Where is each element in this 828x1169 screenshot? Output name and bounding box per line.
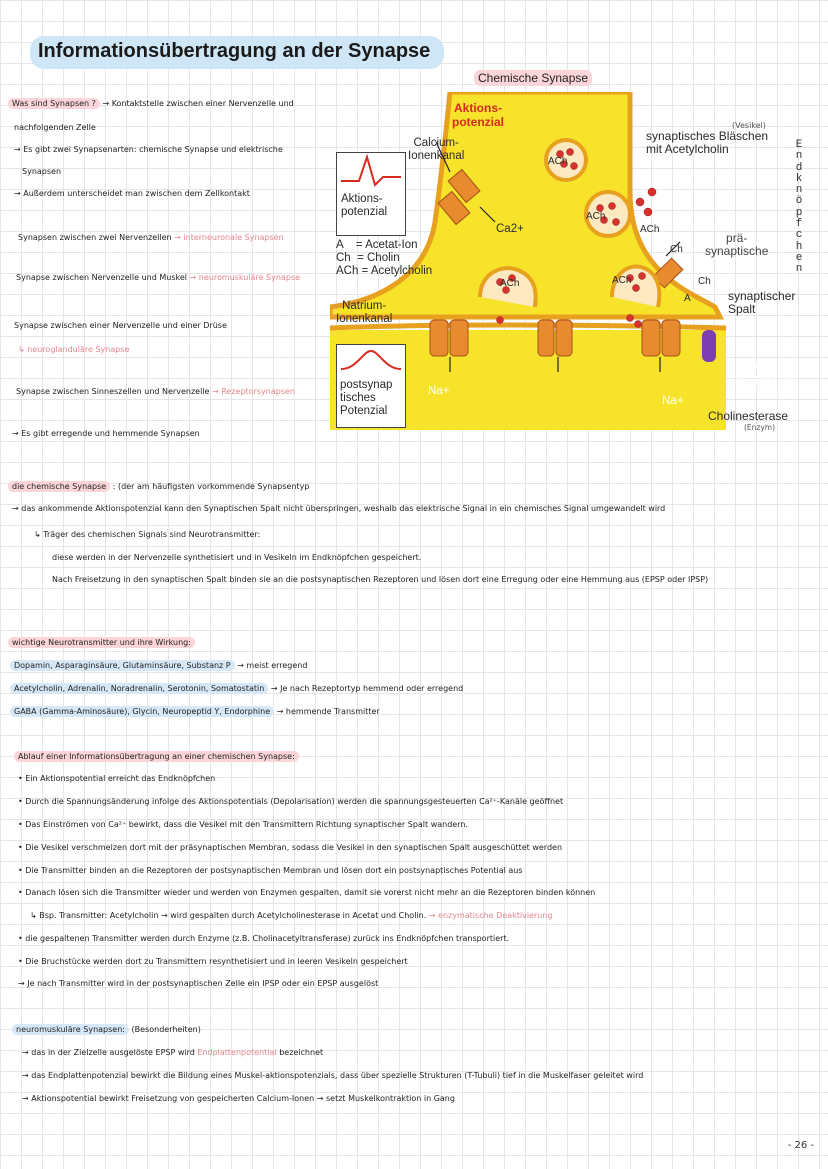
legend bbox=[336, 239, 432, 278]
neuro-l1a: → das in der Zielzelle ausgelöste EPSP wird bbox=[22, 1048, 195, 1057]
chem-l4: Nach Freisetzung in den synaptischen Spalt binden sie an die postsynaptischen Rezeptoren und lösen dort eine Erregung oder eine Hemmung aus (EPSP oder IPSP) bbox=[52, 575, 709, 584]
ablauf-s7 bbox=[30, 911, 553, 921]
t1b: → interneuronale Synapsen bbox=[174, 233, 284, 242]
a-label: A bbox=[684, 293, 691, 304]
ablauf-s6: • Danach lösen sich die Transmitter wieder und werden von Enzymen gespalten, damit sie vorerst nicht mehr an die Rezeptoren binden können bbox=[18, 888, 596, 897]
nt-r3a: GABA (Gamma-Aminosäure), Glycin, Neuropeptid Y, Endorphine bbox=[10, 706, 274, 717]
synaptischer-spalt-label: synaptischer Spalt bbox=[728, 289, 796, 316]
ap-curve-icon bbox=[337, 153, 405, 189]
ablauf-s2: • Durch die Spannungsänderung infolge des Aktionspotentials (Depolarisation) werden die spannungsgesteuerten Ca²⁺-Kanäle geöffnet bbox=[18, 797, 564, 806]
ablauf-s4: • Die Vesikel verschmelzen dort mit der präsynaptischen Membran, sodass die Vesikel in den synaptischen Spalt ausgeschüttet werden bbox=[18, 843, 563, 852]
calcium-channel-label: Calcium- Ionenkanal bbox=[408, 137, 465, 162]
chem-head-rest: : (der am häufigsten vorkommende Synapsentyp bbox=[112, 482, 310, 491]
legend-ch: Ch = Cholin bbox=[336, 252, 400, 264]
endknoepfchen-label: Endknöpfchen bbox=[795, 139, 803, 276]
nt-r2b: → Je nach Rezeptortyp hemmend oder erregend bbox=[270, 684, 464, 693]
vesicle-label: synaptisches Bläschen mit Acetylcholin bbox=[646, 129, 769, 156]
ach-label-1: ACh bbox=[548, 156, 568, 167]
ach-label-4: ACh bbox=[500, 278, 520, 289]
neuro-l1 bbox=[22, 1048, 323, 1058]
ch-label-1: Ch bbox=[670, 244, 683, 255]
diagram-heading: Chemische Synapse bbox=[474, 70, 592, 86]
q1-text: Was sind Synapsen ? bbox=[8, 98, 100, 109]
ablauf-head: Ablauf einer Informationsübertragung an einer chemischen Synapse: bbox=[14, 751, 299, 762]
nt-row-3 bbox=[10, 707, 380, 717]
psp-curve-icon bbox=[337, 345, 405, 375]
ablauf-s8: • die gespaltenen Transmitter werden durch Enzyme (z.B. Cholinacetyltransferase) zurück ins Endknöpfchen transportiert. bbox=[18, 934, 510, 943]
t1a: Synapsen zwischen zwei Nervenzellen bbox=[18, 233, 172, 242]
ablauf-s7a: ↳ Bsp. Transmitter: Acetylcholin → wird gespalten durch Acetylcholinesterase in Acetat und Cholin. bbox=[30, 911, 427, 920]
postsynaptische-membran-label: post- synaptische Membran bbox=[730, 359, 794, 399]
chem-head: die chemische Synapse bbox=[8, 481, 110, 492]
neuro-head-row bbox=[12, 1025, 201, 1035]
type-1 bbox=[18, 233, 284, 243]
neuro-l3: → Aktionspotential bewirkt Freisetzung von gespeicherten Calcium-Ionen → setzt Muskelkontraktion in Gang bbox=[22, 1094, 455, 1103]
chem-l2: ↳ Träger des chemischen Signals sind Neurotransmitter: bbox=[34, 530, 261, 539]
ach-label-5: ACh bbox=[612, 275, 632, 286]
aktionspotenzial-red: Aktions- potenzial bbox=[452, 101, 505, 129]
ablauf-s10: → Je nach Transmitter wird in der postsynaptischen Zelle ein IPSP oder ein EPSP ausgelöst bbox=[18, 979, 379, 988]
ach-label-3: ACh bbox=[640, 224, 660, 235]
t4b: → Rezeptorsynapsen bbox=[211, 387, 295, 396]
page-title: Informationsübertragung an der Synapse bbox=[30, 36, 444, 69]
cholinesterase-label: Cholinesterase bbox=[708, 409, 789, 423]
page-number: - 26 - bbox=[787, 1140, 814, 1151]
ablauf-s7b: → enzymatische Deaktivierung bbox=[428, 911, 553, 920]
neuro-l1c: bezeichnet bbox=[279, 1048, 324, 1057]
nt-r3b: → hemmende Transmitter bbox=[276, 707, 380, 716]
ablauf-s5: • Die Transmitter binden an die Rezeptoren der postsynaptischen Membran und lösen dort ein postsynaptisches Potential aus bbox=[18, 866, 523, 875]
a2b: Synapsen bbox=[22, 167, 62, 176]
praesynaptische-label: prä- synaptische bbox=[705, 231, 769, 258]
na-label-1: Na+ bbox=[428, 385, 450, 397]
t2b: → neuromuskuläre Synapse bbox=[189, 273, 300, 282]
nt-r1a: Dopamin, Asparaginsäure, Glutaminsäure, Substanz P bbox=[10, 660, 235, 671]
neuro-l1b: Endplattenpotential bbox=[197, 1048, 277, 1057]
cholinesterase-enzyme bbox=[702, 330, 716, 362]
neuro-l2: → das Endplattenpotenzial bewirkt die Bildung eines Muskel-aktionspotenzials, dass über spezielle Strukturen (T-Tubuli) tief in die Muskelfaser geleitet wird bbox=[22, 1071, 644, 1080]
nt-row-1 bbox=[10, 661, 307, 671]
nt-row-2 bbox=[10, 684, 463, 694]
neuro-head: neuromuskuläre Synapsen: bbox=[12, 1024, 129, 1035]
psp-box bbox=[336, 344, 406, 428]
legend-ach: ACh = Acetylcholin bbox=[336, 265, 433, 277]
ach-label-2: ACh bbox=[586, 211, 606, 222]
natrium-label: Natrium- Ionenkanal bbox=[336, 300, 393, 325]
neuro-head-rest: (Besonderheiten) bbox=[131, 1025, 201, 1034]
chem-l1: → das ankommende Aktionspotenzial kann den Synaptischen Spalt nicht überspringen, weshalb das elektrische Signal in ein chemisches Signal umgewandelt wird bbox=[12, 504, 666, 513]
vesikel-note: (Vesikel) bbox=[732, 121, 766, 130]
chem-l3: diese werden in der Nervenzelle synthetisiert und in Vesikeln im Endknöpfchen gespeichert. bbox=[52, 553, 422, 562]
nt-head-row bbox=[8, 638, 195, 648]
question-synapsen bbox=[8, 99, 294, 109]
t5: → Es gibt erregende und hemmende Synapsen bbox=[12, 429, 200, 438]
a2a: → Es gibt zwei Synapsenarten: chemische Synapse und elektrische bbox=[14, 145, 283, 154]
nt-r1b: → meist erregend bbox=[237, 661, 308, 670]
chem-head-row bbox=[8, 482, 309, 492]
enzym-note: (Enzym) bbox=[744, 423, 776, 432]
a1a-text: → Kontaktstelle zwischen einer Nervenzelle und bbox=[102, 99, 294, 108]
t3b: ↳ neuroglanduläre Synapse bbox=[18, 345, 130, 354]
type-2 bbox=[16, 273, 300, 283]
ablauf-s3: • Das Einströmen von Ca²⁺ bewirkt, dass die Vesikel mit den Transmittern Richtung synaptischer Spalt wandern. bbox=[18, 820, 468, 829]
ch-label-2: Ch bbox=[698, 276, 711, 287]
ap-box-text: Aktions- potenzial bbox=[341, 193, 388, 218]
a3: → Außerdem unterscheidet man zwischen dem Zellkontakt bbox=[14, 189, 250, 198]
type-4 bbox=[16, 387, 295, 397]
legend-a: A = Acetat-Ion bbox=[336, 239, 418, 251]
na-label-2: Na+ bbox=[662, 395, 684, 407]
nt-head: wichtige Neurotransmitter und ihre Wirkung: bbox=[8, 637, 195, 648]
ablauf-s9: • Die Bruchstücke werden dort zu Transmittern resynthetisiert und in leeren Vesikeln gespeichert bbox=[18, 957, 408, 966]
t4a: Synapse zwischen Sinneszellen und Nervenzelle bbox=[16, 387, 210, 396]
aktionspotenzial-box bbox=[336, 152, 406, 236]
ca-label: Ca2+ bbox=[496, 223, 524, 235]
ablauf-s1: • Ein Aktionspotential erreicht das Endknöpfchen bbox=[18, 774, 216, 783]
nt-r2a: Acetylcholin, Adrenalin, Noradrenalin, Serotonin, Somatostatin bbox=[10, 683, 268, 694]
t3a: Synapse zwischen einer Nervenzelle und einer Drüse bbox=[14, 321, 227, 330]
t2a: Synapse zwischen Nervenzelle und Muskel bbox=[16, 273, 187, 282]
a1b: nachfolgenden Zelle bbox=[14, 123, 96, 132]
ablauf-head-row bbox=[14, 752, 299, 762]
psp-box-text: postsynap tisches Potenzial bbox=[340, 379, 393, 417]
